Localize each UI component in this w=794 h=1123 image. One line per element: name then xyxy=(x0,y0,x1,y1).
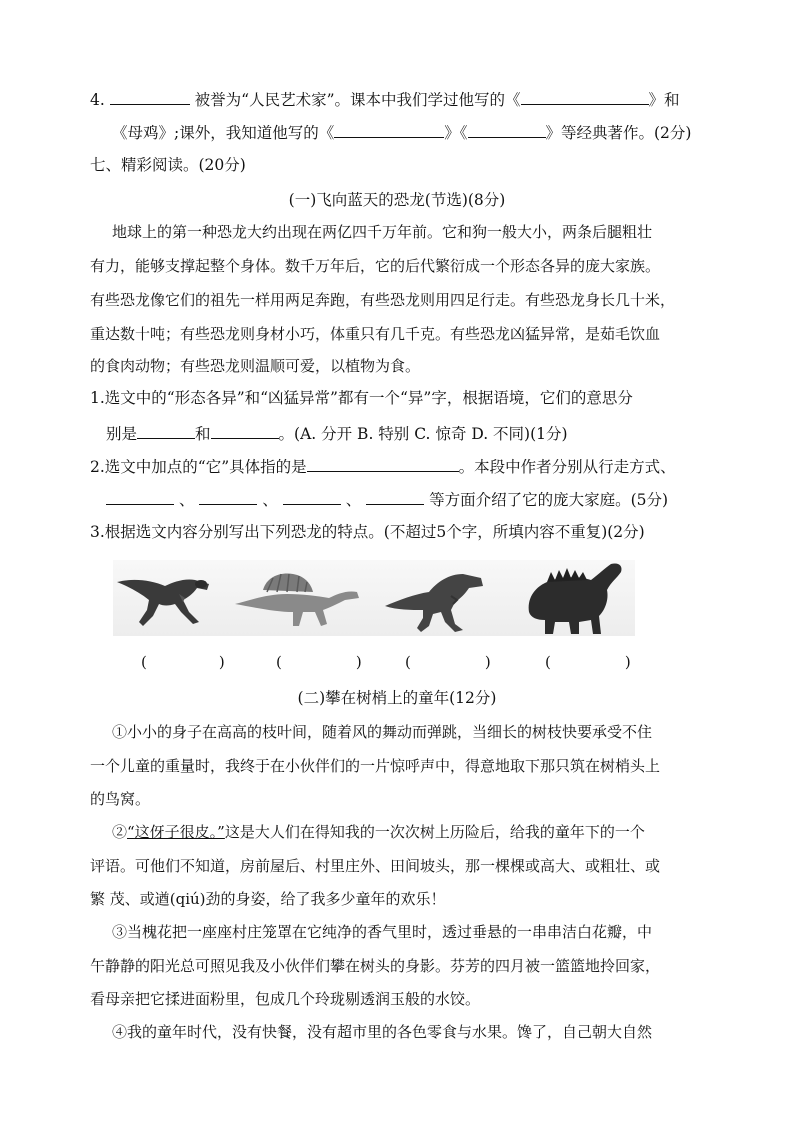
q2-blank-b[interactable] xyxy=(199,488,257,505)
paragraph-text: 这是大人们在得知我的一次次树上历险后，给我的童年下的一个 xyxy=(224,823,645,841)
q4-text-3: 《母鸡》;课外，我知道他写的《 xyxy=(112,124,335,142)
passage1-title: (一)飞向蓝天的恐龙(节选)(8分) xyxy=(288,191,506,209)
p1-question-3: 3.根据选文内容分别写出下列恐龙的特点。(不超过5个字，所填内容不重复)(2分) xyxy=(90,523,645,541)
q4-line1 xyxy=(90,88,680,110)
dinosaur-3-icon xyxy=(381,566,491,634)
q4-blank-book1[interactable] xyxy=(521,88,649,105)
q2-blank-c[interactable] xyxy=(283,488,341,505)
passage2-line: 午静静的阳光总可照见我及小伙伴们攀在树头的身影。芬芳的四月被一篮篮地拎回家， xyxy=(90,957,661,975)
q4-blank-author[interactable] xyxy=(110,88,190,105)
dinosaur-illustrations xyxy=(113,560,635,636)
passage2-line: 评语。可他们不知道，房前屋后、村里庄外、田间坡头，那一棵棵或高大、或粗壮、或 xyxy=(90,857,661,875)
q1-blank-1[interactable] xyxy=(137,422,195,439)
q4-number: 4. xyxy=(90,91,105,109)
answer-paren-1[interactable]: ( ) xyxy=(141,653,225,671)
passage2-line: ①小小的身子在高高的枝叶间，随着风的舞动而弹跳，当细长的树枝快要承受不住 xyxy=(112,723,653,741)
q4-text-4: 》《 xyxy=(444,124,468,142)
passage2-line xyxy=(112,822,645,842)
section-7-heading: 七、精彩阅读。(20分) xyxy=(90,156,246,174)
q4-text-5: 》等经典著作。(2分) xyxy=(545,124,692,142)
answer-paren-3[interactable]: ( ) xyxy=(405,653,491,671)
q4-blank-book2[interactable] xyxy=(334,121,444,138)
q4-line2 xyxy=(112,121,691,143)
q2-blank-a[interactable] xyxy=(106,488,174,505)
q1-blank-2[interactable] xyxy=(211,422,279,439)
q2-text-pre: 2.选文中加点的“它”具体指的是 xyxy=(90,458,307,476)
passage2-line: ④我的童年时代，没有快餐，没有超市里的各色零食与水果。馋了，自己朝大自然 xyxy=(112,1023,653,1041)
q2-separator: 、 xyxy=(262,491,278,509)
passage2-line: 一个儿童的重量时，我终于在小伙伴们的一片惊呼声中，得意地取下那只筑在树梢头上 xyxy=(90,757,661,775)
passage2-line: 繁 茂、或遒(qiú)劲的身姿，给了我多少童年的欢乐！ xyxy=(90,890,446,908)
p1-question-1-line2 xyxy=(106,422,568,444)
q2-separator: 、 xyxy=(345,491,362,509)
passage1-line: 有些恐龙像它们的祖先一样用两足奔跑，有些恐龙则用四足行走。有些恐龙身长几十米， xyxy=(90,291,676,309)
underlined-quote: “这伢子很皮。” xyxy=(127,823,225,841)
passage1-line: 有力，能够支撑起整个身体。数千万年后，它的后代繁衍成一个形态各异的庞大家族。 xyxy=(90,257,661,275)
passage1-line: 地球上的第一种恐龙大约出现在两亿四千万年前。它和狗一般大小，两条后腿粗壮 xyxy=(112,223,653,241)
p1-question-2-line2 xyxy=(106,488,668,510)
passage2-line: 的鸟窝。 xyxy=(90,790,151,808)
passage2-line: 看母亲把它揉进面粉里，包成几个玲珑剔透润玉般的水饺。 xyxy=(90,990,481,1008)
q1-text-mid: 和 xyxy=(195,425,211,443)
q1-options: 。(A. 分开 B. 特别 C. 惊奇 D. 不同)(1分) xyxy=(278,425,568,443)
q2-blank-d[interactable] xyxy=(366,488,424,505)
passage2-line: ③当槐花把一座座村庄笼罩在它纯净的香气里时，透过垂悬的一串串洁白花瓣，中 xyxy=(112,923,653,941)
dinosaur-1-icon xyxy=(113,564,223,628)
dinosaur-4-icon xyxy=(523,560,635,636)
q1-text-pre: 别是 xyxy=(106,425,138,443)
q2-text-post2: 等方面介绍了它的庞大家庭。(5分) xyxy=(429,491,669,509)
q4-blank-book3[interactable] xyxy=(468,121,546,138)
answer-paren-4[interactable]: ( ) xyxy=(545,653,631,671)
p1-question-1-line1: 1.选文中的“形态各异”和“凶猛异常”都有一个“异”字，根据语境，它们的意思分 xyxy=(90,389,633,407)
dinosaur-2-icon xyxy=(233,570,363,630)
paragraph-number: ② xyxy=(112,823,128,841)
q2-blank-it[interactable] xyxy=(307,455,459,472)
q2-separator: 、 xyxy=(178,491,195,509)
answer-paren-2[interactable]: ( ) xyxy=(276,653,362,671)
passage2-title: (二)攀在树梢上的童年(12分) xyxy=(297,689,497,707)
q2-text-post: 。本段中作者分别从行走方式、 xyxy=(458,458,676,476)
q4-text-1: 被誉为“人民艺术家”。课本中我们学过他写的《 xyxy=(194,91,521,109)
passage1-line: 重达数十吨；有些恐龙则身材小巧，体重只有几千克。有些恐龙凶猛异常，是茹毛饮血 xyxy=(90,325,661,343)
p1-question-2-line1 xyxy=(90,455,676,477)
passage1-line: 的食肉动物；有些恐龙则温顺可爱，以植物为食。 xyxy=(90,357,421,375)
q4-text-2: 》和 xyxy=(648,91,680,109)
